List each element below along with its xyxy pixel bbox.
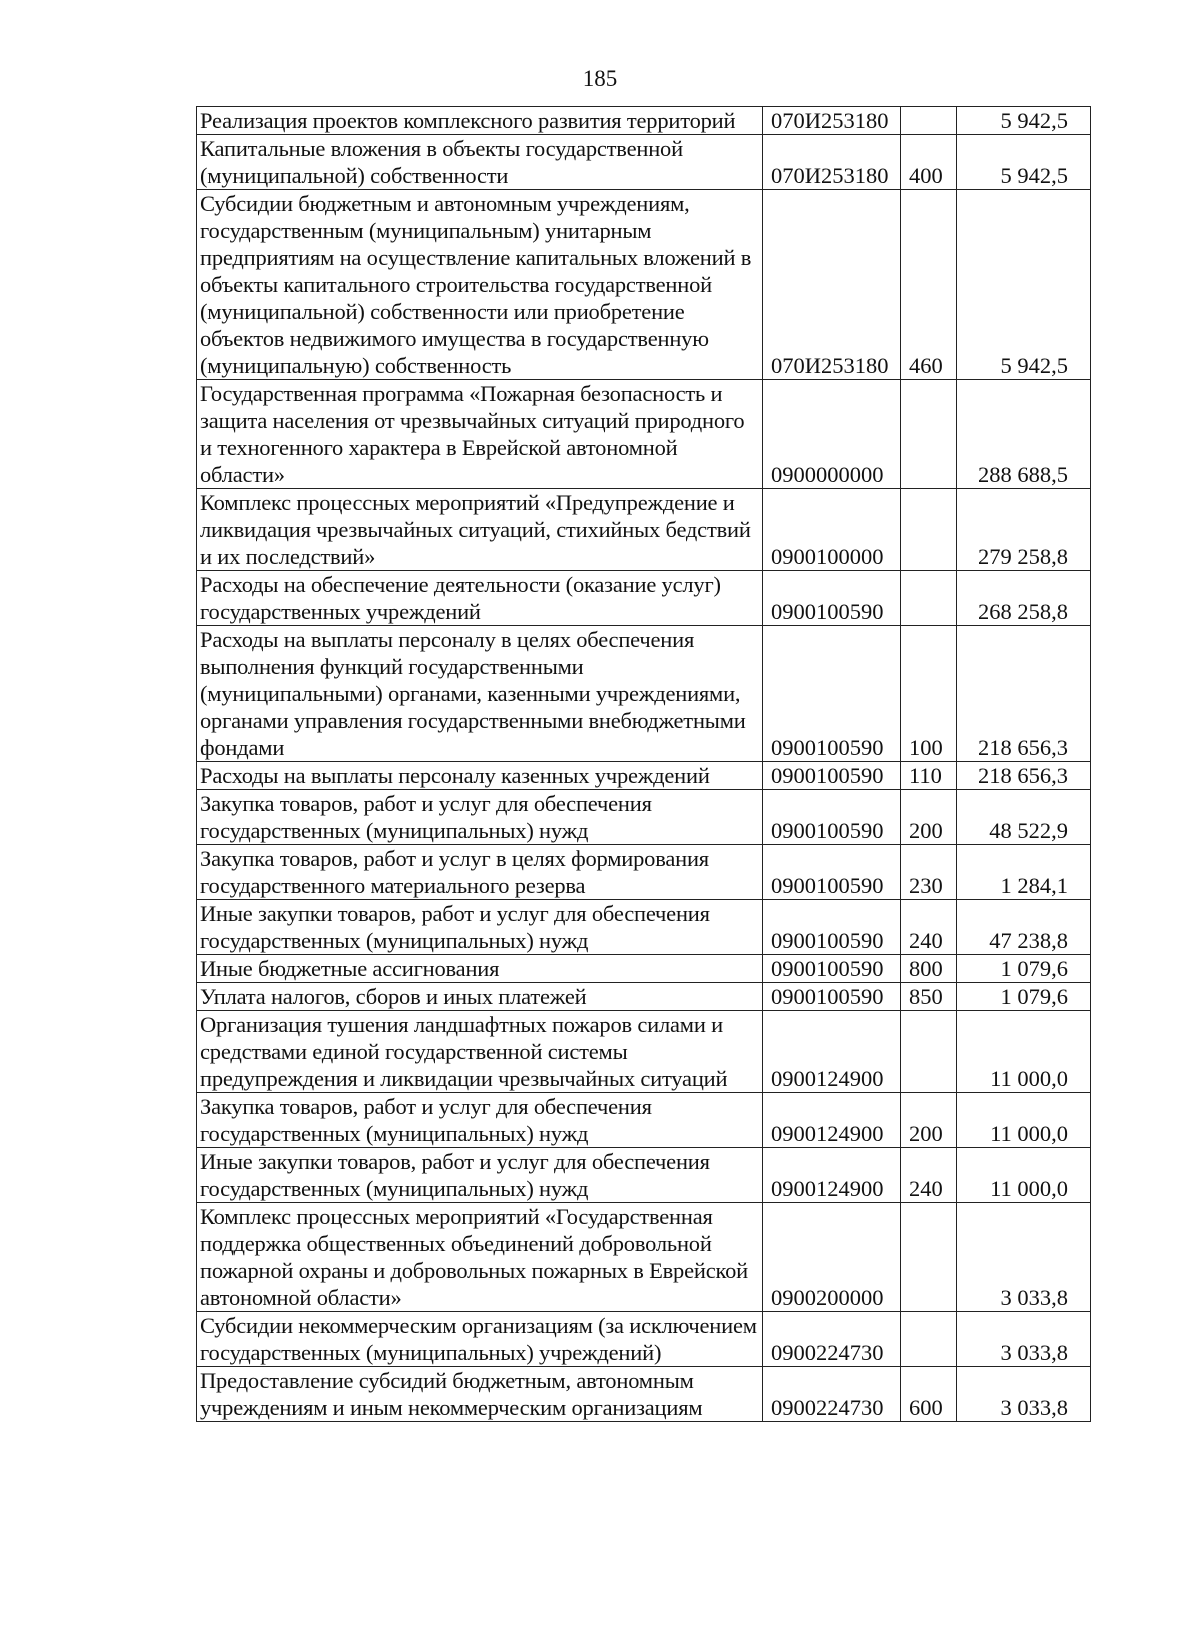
expense-type [901,1203,957,1312]
expense-name: Организация тушения ландшафтных пожаров силами и средствами единой государственной системы предупреждения и ликвидации чрезвычайных ситуаций [197,1011,763,1093]
expense-type [901,489,957,571]
expense-name: Комплекс процессных мероприятий «Предупреждение и ликвидация чрезвычайных ситуаций, стихийных бедствий и их последствий» [197,489,763,571]
expense-type: 600 [901,1367,957,1422]
expense-name: Закупка товаров, работ и услуг в целях формирования государственного материального резерва [197,845,763,900]
target-code: 0900124900 [763,1148,901,1203]
expense-name: Иные закупки товаров, работ и услуг для обеспечения государственных (муниципальных) нужд [197,900,763,955]
table-row [197,983,1091,1011]
expense-type: 400 [901,135,957,190]
amount: 3 033,8 [957,1367,1091,1422]
expense-type [901,380,957,489]
target-code: 0900200000 [763,1203,901,1312]
budget-table [196,106,1091,1422]
target-code: 070И253180 [763,190,901,380]
table-row [197,571,1091,626]
target-code: 0900100590 [763,955,901,983]
table-row [197,845,1091,900]
table-row [197,1093,1091,1148]
table-row [197,1312,1091,1367]
target-code: 0900100590 [763,762,901,790]
target-code: 0900124900 [763,1011,901,1093]
table-row [197,135,1091,190]
table-row [197,900,1091,955]
expense-type: 110 [901,762,957,790]
amount: 11 000,0 [957,1148,1091,1203]
expense-type: 230 [901,845,957,900]
amount: 288 688,5 [957,380,1091,489]
expense-type: 240 [901,1148,957,1203]
target-code: 0900224730 [763,1367,901,1422]
expense-type: 100 [901,626,957,762]
expense-name: Иные бюджетные ассигнования [197,955,763,983]
expense-name: Закупка товаров, работ и услуг для обеспечения государственных (муниципальных) нужд [197,790,763,845]
amount: 5 942,5 [957,107,1091,135]
table-row [197,626,1091,762]
amount: 1 079,6 [957,983,1091,1011]
amount: 47 238,8 [957,900,1091,955]
target-code: 0900100000 [763,489,901,571]
amount: 48 522,9 [957,790,1091,845]
target-code: 070И253180 [763,135,901,190]
table-row [197,790,1091,845]
target-code: 0900100590 [763,845,901,900]
expense-name: Государственная программа «Пожарная безопасность и защита населения от чрезвычайных ситуаций природного и техногенного характера в Еврейской автономной области» [197,380,763,489]
expense-name: Предоставление субсидий бюджетным, автономным учреждениям и иным некоммерческим организациям [197,1367,763,1422]
expense-name: Субсидии бюджетным и автономным учреждениям, государственным (муниципальным) унитарным предприятиям на осуществление капитальных вложений в объекты капитального строительства государственной (муниципальной) собственности или приобретение объектов недвижимого имущества в государственную (муниципальную) собственность [197,190,763,380]
table-row [197,1367,1091,1422]
amount: 268 258,8 [957,571,1091,626]
amount: 1 284,1 [957,845,1091,900]
table-row [197,1011,1091,1093]
table-row [197,1203,1091,1312]
expense-type: 240 [901,900,957,955]
amount: 3 033,8 [957,1312,1091,1367]
amount: 11 000,0 [957,1011,1091,1093]
table-row [197,107,1091,135]
expense-name: Уплата налогов, сборов и иных платежей [197,983,763,1011]
expense-name: Расходы на выплаты персоналу казенных учреждений [197,762,763,790]
expense-name: Реализация проектов комплексного развития территорий [197,107,763,135]
expense-name: Расходы на выплаты персоналу в целях обеспечения выполнения функций государственными (муниципальными) органами, казенными учреждениями, органами управления государственными внебюджетными фондами [197,626,763,762]
target-code: 070И253180 [763,107,901,135]
expense-name: Расходы на обеспечение деятельности (оказание услуг) государственных учреждений [197,571,763,626]
target-code: 0900100590 [763,983,901,1011]
amount: 218 656,3 [957,626,1091,762]
target-code: 0900100590 [763,626,901,762]
expense-type [901,1011,957,1093]
amount: 1 079,6 [957,955,1091,983]
expense-name: Иные закупки товаров, работ и услуг для обеспечения государственных (муниципальных) нужд [197,1148,763,1203]
target-code: 0900000000 [763,380,901,489]
expense-type [901,1312,957,1367]
target-code: 0900100590 [763,790,901,845]
page-number: 185 [582,66,618,91]
expense-type: 800 [901,955,957,983]
table-row [197,762,1091,790]
expense-type: 460 [901,190,957,380]
amount: 218 656,3 [957,762,1091,790]
expense-name: Капитальные вложения в объекты государственной (муниципальной) собственности [197,135,763,190]
table-row [197,1148,1091,1203]
expense-type [901,107,957,135]
amount: 5 942,5 [957,190,1091,380]
target-code: 0900124900 [763,1093,901,1148]
target-code: 0900100590 [763,900,901,955]
target-code: 0900224730 [763,1312,901,1367]
expense-type: 200 [901,790,957,845]
table-row [197,955,1091,983]
amount: 3 033,8 [957,1203,1091,1312]
amount: 279 258,8 [957,489,1091,571]
target-code: 0900100590 [763,571,901,626]
expense-type: 200 [901,1093,957,1148]
table-row [197,489,1091,571]
expense-name: Комплекс процессных мероприятий «Государственная поддержка общественных объединений добровольной пожарной охраны и добровольных пожарных в Еврейской автономной области» [197,1203,763,1312]
amount: 5 942,5 [957,135,1091,190]
expense-name: Субсидии некоммерческим организациям (за исключением государственных (муниципальных) учреждений) [197,1312,763,1367]
expense-name: Закупка товаров, работ и услуг для обеспечения государственных (муниципальных) нужд [197,1093,763,1148]
table-row [197,380,1091,489]
amount: 11 000,0 [957,1093,1091,1148]
expense-type: 850 [901,983,957,1011]
expense-type [901,571,957,626]
table-row [197,190,1091,380]
